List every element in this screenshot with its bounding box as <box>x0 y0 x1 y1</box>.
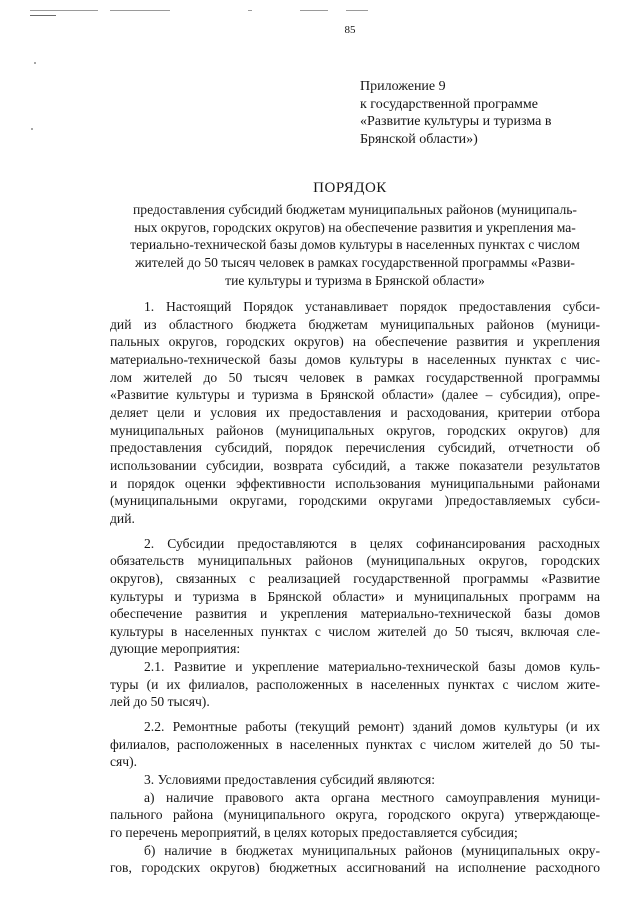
paragraph-line: использовании субсидии, возврата субсидий, а также показатели результатов <box>110 457 600 473</box>
appendix-line: «Развитие культуры и туризма в <box>360 114 552 129</box>
paragraph-line: культуры в населенных пунктах с числом жителей до 50 тысяч, включая сле- <box>110 623 600 639</box>
paragraph-line: лом жителей до 50 тысяч человек в рамках государственной программы <box>110 369 600 385</box>
paragraph-line: лей до 50 тысяч). <box>110 694 210 710</box>
scan-artifact-dot <box>31 128 33 130</box>
paragraph-line: деляет цели и условия их предоставления и расходования, критерии отбора <box>110 404 600 420</box>
paragraph-line: «Развитие культуры и туризма в Брянской области» (далее – субсидия), опре- <box>110 387 600 403</box>
paragraph-line: 1. Настоящий Порядок устанавливает порядок предоставления субси- <box>144 299 600 314</box>
subtitle-line: териально-технической базы домов культуры в населенных пунктах с числом <box>130 237 580 253</box>
paragraph-line: б) наличие в бюджетах муниципальных районов (муниципальных окру- <box>144 842 600 858</box>
paragraph-line: культуры и туризма в Брянской области» и муниципальных программ на <box>110 588 600 604</box>
document-body <box>110 298 600 877</box>
paragraph-3-b <box>110 842 600 877</box>
subtitle-line: жителей до 50 тысяч человек в рамках государственной программы «Разви- <box>135 255 575 271</box>
paragraph-line: 3. Условиями предоставления субсидий являются: <box>144 772 436 788</box>
paragraph-line: пального района (муниципального округа, городского округа) утверждающе- <box>110 807 600 823</box>
paragraph-line: туры (и их филиалов, расположенных в населенных пунктах с числом жите- <box>110 676 600 692</box>
subtitle-line: ных округов, городских округов) на обеспечение развития и укрепления ма- <box>134 219 576 235</box>
paragraph-line: го перечень мероприятий, в целях которых предоставляется субсидия; <box>110 825 518 841</box>
scan-artifact-line <box>110 10 170 11</box>
paragraph-line: обеспечение развития и укрепления материально-технической базы домов <box>110 606 600 622</box>
paragraph-line: 2.1. Развитие и укрепление материально-технической базы домов куль- <box>144 659 600 675</box>
subtitle-line: тие культуры и туризма в Брянской области» <box>225 272 485 288</box>
paragraph-line: (муниципальными округами, городскими округами )предоставляемых субси- <box>110 493 600 509</box>
paragraph-3 <box>110 771 600 789</box>
paragraph-line: дий. <box>110 510 135 526</box>
paragraph-2 <box>110 535 600 659</box>
paragraph-line: пальных округов, городских округов) на обеспечение развития и укрепления <box>110 334 600 350</box>
page-number: 85 <box>344 24 356 36</box>
scan-artifact-line <box>248 10 252 11</box>
paragraph-line: округов), связанных с реализацией государственной программы «Развитие <box>110 570 600 586</box>
paragraph-line: муниципальных районов (муниципальных округов, городских округов) для <box>110 422 600 438</box>
paragraph-line: материально-технической базы домов культуры в населенных пунктах с чис- <box>110 351 600 367</box>
paragraph-line: и порядок оценки эффективности использования муниципальными районами <box>110 475 600 491</box>
appendix-line: Брянской области») <box>360 131 478 147</box>
appendix-reference <box>360 78 610 148</box>
paragraph-line: сяч). <box>110 754 138 770</box>
subtitle-line: предоставления субсидий бюджетам муниципальных районов (муниципаль- <box>133 202 577 217</box>
paragraph-1 <box>110 298 600 528</box>
paragraph-line: 2.2. Ремонтные работы (текущий ремонт) зданий домов культуры (и их <box>144 719 600 735</box>
document-subtitle <box>110 201 600 290</box>
paragraph-line: дующие мероприятия: <box>110 641 241 657</box>
paragraph-line: а) наличие правового акта органа местного самоуправления муници- <box>144 789 600 805</box>
scan-artifact-line <box>30 15 56 16</box>
paragraph-line: филиалов, расположенных в населенных пунктах с числом жителей до 50 ты- <box>110 736 600 752</box>
appendix-line: к государственной программе <box>360 96 538 112</box>
paragraph-line: дий из областного бюджета бюджетам муниципальных районов (муници- <box>110 316 600 332</box>
paragraph-line: 2. Субсидии предоставляются в целях софинансирования расходных <box>144 535 600 551</box>
scan-artifact-line <box>30 10 98 11</box>
scan-artifact-line <box>346 10 368 11</box>
paragraph-line: обязательств муниципальных районов (муниципальных округов, городских <box>110 553 600 569</box>
appendix-line: Приложение 9 <box>360 79 446 94</box>
paragraph-3-a <box>110 789 600 842</box>
paragraph-2-2 <box>110 718 600 771</box>
scan-artifact-dot <box>34 62 36 64</box>
paragraph-line: предоставления субсидий, порядок перечисления субсидий, отчетности об <box>110 440 600 456</box>
document-title: ПОРЯДОК <box>313 180 387 196</box>
scan-artifact-line <box>300 10 328 11</box>
paragraph-2-1 <box>110 658 600 711</box>
paragraph-line: гов, городских округов) бюджетных ассигнований на исполнение расходного <box>110 860 600 876</box>
